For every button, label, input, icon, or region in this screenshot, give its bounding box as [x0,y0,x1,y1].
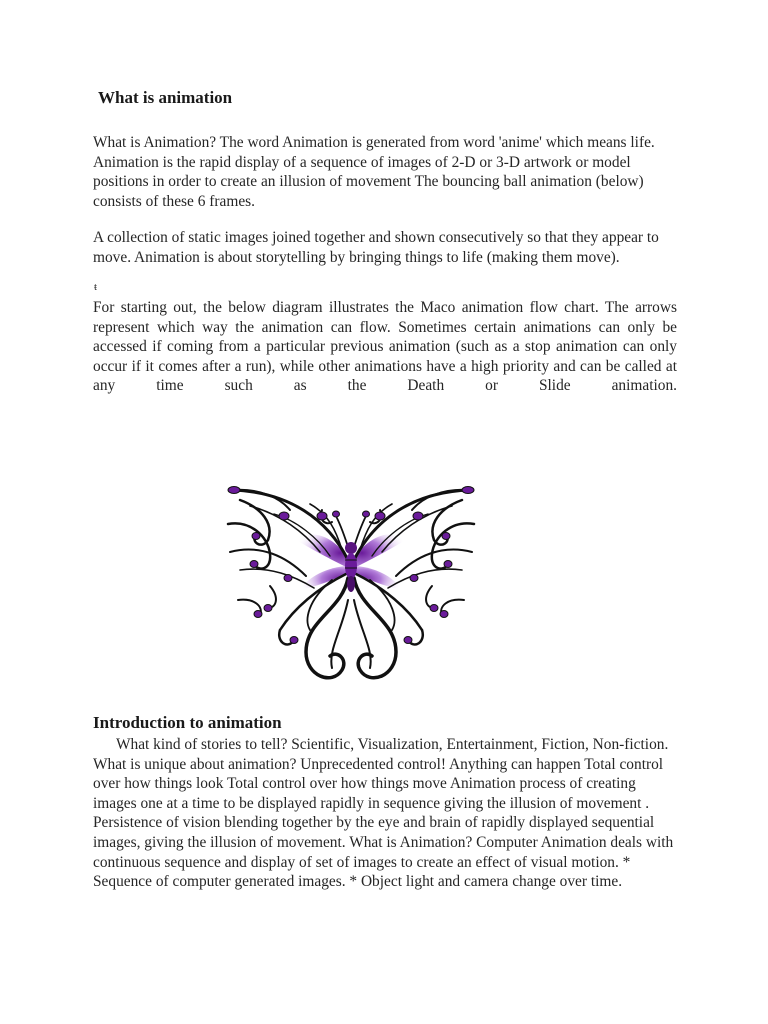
paragraph-flow-chart: For starting out, the below diagram illustrates the Maco animation flow chart. The arrows represent which way the animation can flow. Sometimes certain animations can only be accessed if coming from a particular previous animation (such as a stop animation can only occur if it comes after a run), while other animations have a high priority and can be called at any time such as the Death or Slide animation. [93,299,677,395]
butterfly-icon [210,480,492,692]
butterfly-figure [210,480,492,692]
section-heading-introduction: Introduction to animation [93,713,282,732]
paragraph-definition: What is Animation? The word Animation is generated from word 'anime' which means life. Animation is the rapid display of a sequence of images of 2-D or 3-D artwork or model positions in order to create an illusion of movement The bouncing ball animation (below) consists of these 6 frames. [93,134,655,210]
paragraph-introduction: What kind of stories to tell? Scientific, Visualization, Entertainment, Fiction, Non-fiction. What is unique about animation? Unprecedented control! Anything can happen Total control over how things look Total control over how things move Animation process of creating images one at a time to be displayed rapidly in sequence giving the illusion of movement . Persistence of vision blending together by the eye and brain of rapidly displayed sequential images, giving the illusion of movement. What is Animation? Computer Animation deals with continuous sequence and display of set of images to create an effect of visual motion. * Sequence of computer generated images. * Object light and camera change over time. [93,736,674,891]
stray-mark: ŧ [94,281,98,293]
paragraph-static-images: A collection of static images joined together and shown consecutively so that they appear to move. Animation is about storytelling by bringing things to life (making them move). [93,229,659,266]
section-heading-what-is-animation: What is animation [98,88,233,107]
